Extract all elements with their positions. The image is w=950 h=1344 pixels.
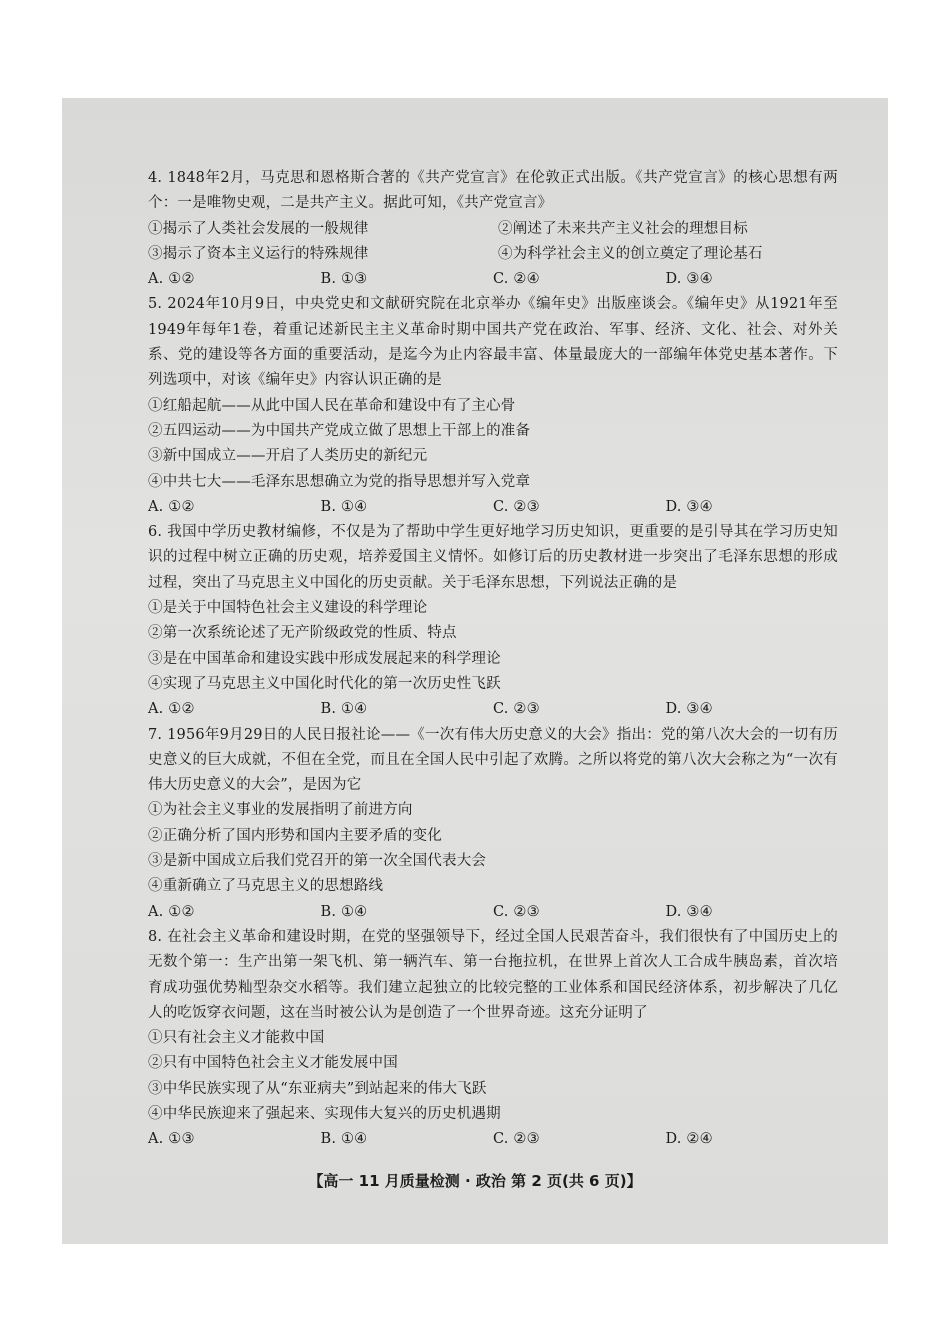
statement: ④重新确立了马克思主义的思想路线 bbox=[148, 878, 384, 895]
question-5 bbox=[148, 292, 838, 520]
question-6 bbox=[148, 520, 838, 722]
statement: ③揭示了资本主义运行的特殊规律 bbox=[148, 245, 369, 262]
choice-c: C. ②③ bbox=[493, 701, 540, 718]
statement: ②第一次系统论述了无产阶级政党的性质、特点 bbox=[148, 625, 457, 642]
question-4 bbox=[148, 166, 838, 292]
statement: ④为科学社会主义的创立奠定了理论基石 bbox=[498, 245, 763, 262]
choice-b: B. ①④ bbox=[320, 498, 368, 515]
choice-a: A. ①② bbox=[148, 903, 195, 920]
statement: ③中华民族实现了从“东亚病夫”到站起来的伟大飞跃 bbox=[148, 1080, 487, 1097]
choice-a: A. ①③ bbox=[148, 1131, 195, 1148]
choice-a: A. ①② bbox=[148, 271, 195, 288]
answer-choices bbox=[148, 697, 838, 722]
statement: ①只有社会主义才能救中国 bbox=[148, 1030, 325, 1047]
choice-c: C. ②③ bbox=[493, 903, 540, 920]
question-stem: 6. 我国中学历史教材编修，不仅是为了帮助中学生更好地学习历史知识，更重要的是引导其在学习历史知识的过程中树立正确的历史观，培养爱国主义情怀。如修订后的历史教材进一步突出了毛泽东思想的形成过程，突出了马克思主义中国化的历史贡献。关于毛泽东思想，下列说法正确的是 bbox=[148, 524, 838, 591]
answer-choices bbox=[148, 1127, 838, 1152]
statement: ③是在中国革命和建设实践中形成发展起来的科学理论 bbox=[148, 650, 501, 667]
question-7 bbox=[148, 723, 838, 925]
answer-choices bbox=[148, 267, 838, 292]
page-footer: 【高一 11 月质量检测 · 政治 第 2 页(共 6 页)】 bbox=[308, 1172, 642, 1190]
choice-b: B. ①④ bbox=[320, 903, 368, 920]
statement: ①红船起航——从此中国人民在革命和建设中有了主心骨 bbox=[148, 397, 516, 414]
exam-content bbox=[148, 166, 838, 1153]
question-stem: 7. 1956年9月29日的人民日报社论——《一次有伟大历史意义的大会》指出：党的第八次大会的一切有历史意义的巨大成就，不但在全党，而且在全国人民中引起了欢腾。之所以将党的第八次大会称之为“一次有伟大历史意义的大会”，是因为它 bbox=[148, 726, 838, 794]
choice-b: B. ①④ bbox=[320, 701, 368, 718]
question-8 bbox=[148, 925, 838, 1153]
question-stem: 5. 2024年10月9日，中央党史和文献研究院在北京举办《编年史》出版座谈会。《编年史》从1921年至1949年每年1卷，着重记述新民主主义革命时期中国共产党在政治、军事、经济、文化、社会、对外关系、党的建设等各方面的重要活动，是迄今为止内容最丰富、体量最庞大的一部编年体党史基本著作。下列选项中，对该《编年史》内容认识正确的是 bbox=[148, 296, 838, 389]
choice-d: D. ③④ bbox=[665, 498, 713, 515]
statement: ①为社会主义事业的发展指明了前进方向 bbox=[148, 802, 413, 819]
statement: ②只有中国特色社会主义才能发展中国 bbox=[148, 1055, 398, 1072]
choice-c: C. ②③ bbox=[493, 498, 540, 515]
statement-row bbox=[148, 217, 838, 242]
choice-b: B. ①④ bbox=[320, 1131, 368, 1148]
choice-c: C. ②④ bbox=[493, 271, 540, 288]
choice-d: D. ③④ bbox=[665, 271, 713, 288]
choice-a: A. ①② bbox=[148, 498, 195, 515]
choice-d: D. ③④ bbox=[665, 701, 713, 718]
answer-choices bbox=[148, 495, 838, 520]
statement: ①揭示了人类社会发展的一般规律 bbox=[148, 220, 369, 237]
statement: ④中共七大——毛泽东思想确立为党的指导思想并写入党章 bbox=[148, 473, 531, 490]
statement: ④中华民族迎来了强起来、实现伟大复兴的历史机遇期 bbox=[148, 1105, 501, 1122]
statement-row bbox=[148, 242, 838, 267]
statement: ②阐述了未来共产主义社会的理想目标 bbox=[498, 220, 748, 237]
statement: ①是关于中国特色社会主义建设的科学理论 bbox=[148, 600, 428, 617]
choice-b: B. ①③ bbox=[320, 271, 368, 288]
choice-d: D. ③④ bbox=[665, 903, 713, 920]
statement: ④实现了马克思主义中国化时代化的第一次历史性飞跃 bbox=[148, 675, 501, 692]
statement: ②正确分析了国内形势和国内主要矛盾的变化 bbox=[148, 827, 442, 844]
question-stem: 8. 在社会主义革命和建设时期，在党的坚强领导下，经过全国人民艰苦奋斗，我们很快有了中国历史上的无数个第一：生产出第一架飞机、第一辆汽车、第一台拖拉机，在世界上首次人工合成牛胰岛素，首次培育成功强优势籼型杂交水稻等。我们建立起独立的比较完整的工业体系和国民经济体系，初步解决了几亿人的吃饭穿衣问题，这在当时被公认为是创造了一个世界奇迹。这充分证明了 bbox=[148, 928, 838, 1021]
statement: ②五四运动——为中国共产党成立做了思想上干部上的准备 bbox=[148, 422, 531, 439]
statement: ③是新中国成立后我们党召开的第一次全国代表大会 bbox=[148, 853, 487, 870]
answer-choices bbox=[148, 900, 838, 925]
choice-d: D. ②④ bbox=[665, 1131, 713, 1148]
choice-c: C. ②③ bbox=[493, 1131, 540, 1148]
statement: ③新中国成立——开启了人类历史的新纪元 bbox=[148, 448, 428, 465]
choice-a: A. ①② bbox=[148, 701, 195, 718]
question-stem: 4. 1848年2月，马克思和恩格斯合著的《共产党宣言》在伦敦正式出版。《共产党宣言》的核心思想有两个：一是唯物史观，二是共产主义。据此可知，《共产党宣言》 bbox=[148, 170, 838, 212]
